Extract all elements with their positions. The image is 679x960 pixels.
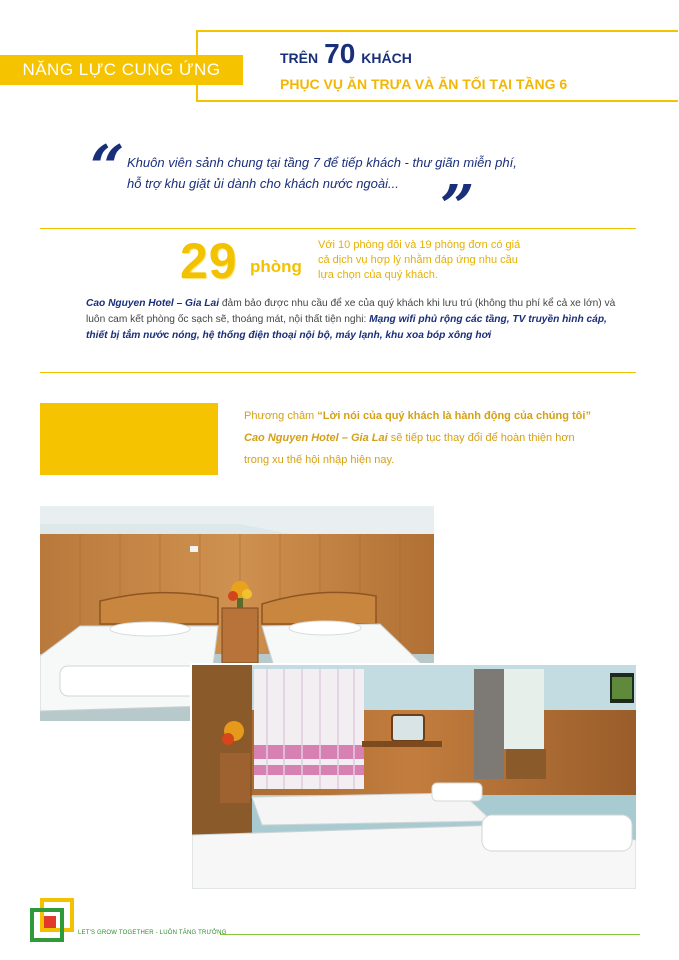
room-count: 29	[180, 233, 238, 289]
hotel-paragraph	[86, 296, 621, 344]
footer-tagline: LET'S GROW TOGETHER - LUÔN TĂNG TRƯỞNG	[78, 930, 227, 936]
rooms-description	[318, 238, 548, 283]
divider-middle	[40, 372, 636, 373]
capacity-subheadline: PHỤC VỤ ĂN TRƯA VÀ ĂN TỐI TẠI TẦNG 6	[280, 76, 568, 92]
room-unit: phòng	[250, 257, 302, 276]
motto-line-2: sẽ tiếp tục thay đổi để hoàn thiện hơn	[387, 432, 575, 444]
rooms-desc-line-2: cả dịch vụ hợp lý nhằm đáp ứng nhu cầu	[318, 254, 518, 266]
motto-brand: Cao Nguyen Hotel – Gia Lai	[244, 432, 388, 444]
quote-line-2: hỗ trợ khu giặt ủi dành cho khách nước ngoài...	[127, 176, 399, 191]
quote-line-1: Khuôn viên sảnh chung tại tầng 7 để tiếp khách - thư giãn miễn phí,	[127, 155, 517, 170]
hotel-paragraph-text: đảm bảo được nhu cầu để xe của quý khách khi lưu trú (không thu phí kể cả xe lớn) và luôn cam kết phòng ốc sạch sẽ, thoáng mát, nội thất tiện nghi:	[86, 298, 616, 325]
rooms-desc-line-1: Với 10 phòng đôi và 19 phòng đơn có giá	[318, 239, 521, 251]
close-quote-mark: ”	[440, 173, 475, 243]
rooms-desc-line-3: lựa chọn của quý khách.	[318, 269, 438, 281]
divider-top	[40, 228, 636, 229]
open-quote-mark: “	[90, 133, 125, 203]
bedroom-photo-2	[190, 663, 638, 891]
hotel-brand: Cao Nguyen Hotel – Gia Lai	[86, 298, 220, 309]
hotel-amenities: Mạng wifi phủ rộng các tầng, TV truyền hình cáp, thiết bị tắm nước nóng, hệ thống điện thoại nội bộ, máy lạnh, khu xoa bóp xông hơi	[86, 314, 607, 341]
yellow-accent-block	[40, 403, 218, 475]
motto-text	[244, 405, 624, 471]
footer-divider	[220, 934, 640, 935]
capacity-number: 70	[324, 38, 356, 69]
bedroom-photo-2-image	[192, 665, 636, 889]
company-logo-icon	[30, 898, 74, 942]
capacity-headline	[280, 38, 412, 70]
motto-line-3: trong xu thế hội nhập hiện nay.	[244, 454, 395, 466]
motto-slogan: “Lời nói của quý khách là hành động của chúng tôi”	[317, 410, 591, 422]
capacity-prefix: TRÊN	[280, 50, 319, 66]
section-title: NĂNG LỰC CUNG ỨNG	[0, 55, 243, 85]
quote-text	[127, 152, 597, 194]
motto-prefix: Phương châm	[244, 410, 318, 422]
capacity-suffix: KHÁCH	[361, 50, 412, 66]
